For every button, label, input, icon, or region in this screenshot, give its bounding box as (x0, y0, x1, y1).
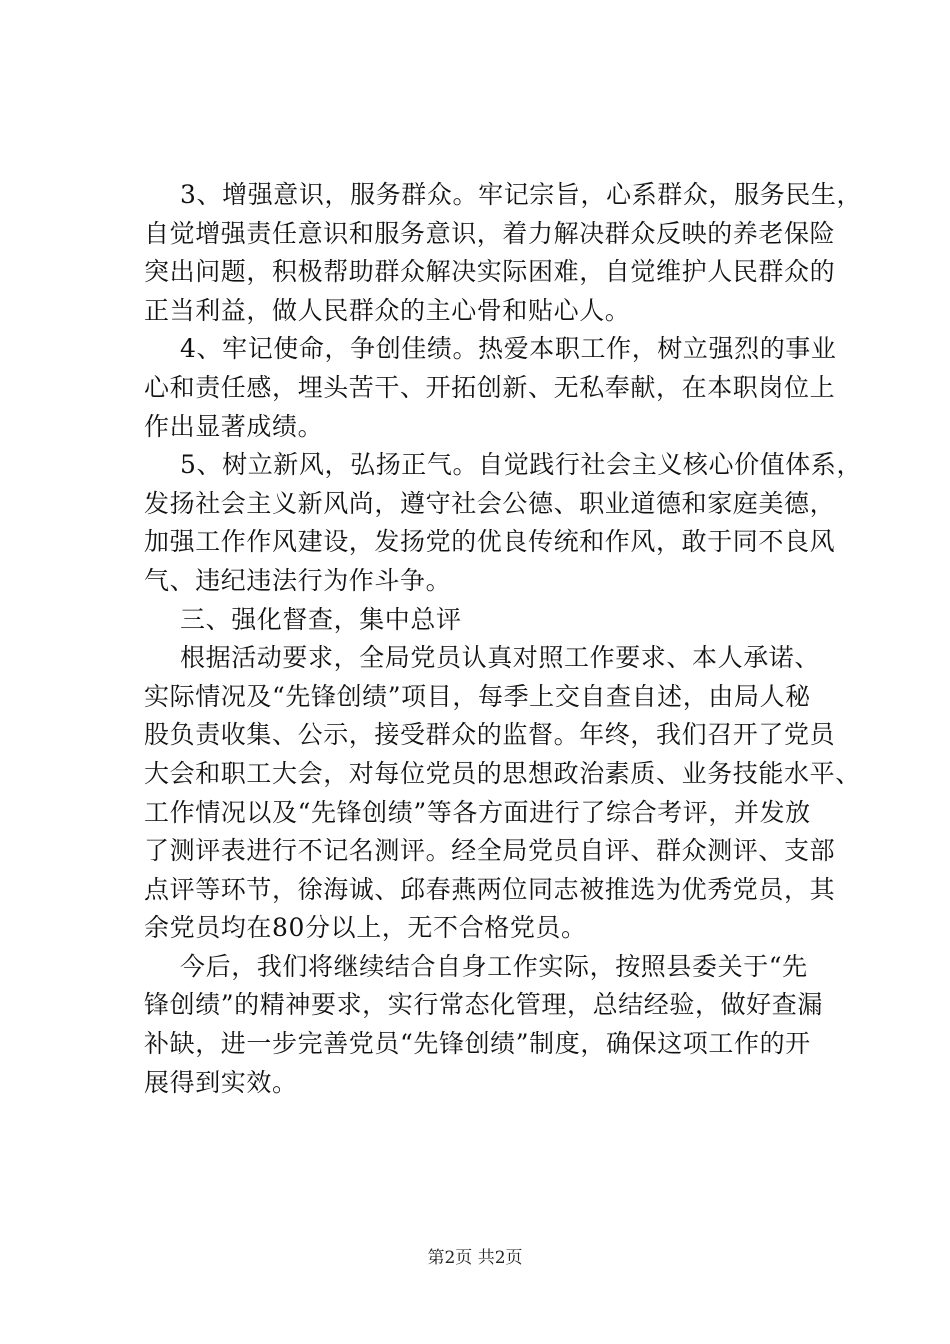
paragraph-line: 补缺，进一步完善党员“先锋创绩”制度，确保这项工作的开 (144, 1029, 811, 1059)
paragraph-line: 余党员均在80分以上，无不合格党员。 (144, 913, 587, 943)
paragraph-line: 工作情况以及“先锋创绩”等各方面进行了综合考评，并发放 (144, 797, 811, 827)
paragraph-line: 5、树立新风，弘扬正气。自觉践行社会主义核心价值体系， (180, 450, 863, 480)
section-heading: 三、强化督查，集中总评 (180, 604, 462, 634)
paragraph-line: 4、牢记使命，争创佳绩。热爱本职工作，树立强烈的事业 (180, 334, 837, 364)
paragraph-line: 展得到实效。 (144, 1067, 298, 1097)
paragraph-line: 股负责收集、公示，接受群众的监督。年终，我们召开了党员 (144, 720, 836, 750)
paragraph-line: 大会和职工大会，对每位党员的思想政治素质、业务技能水平、 (144, 758, 861, 788)
paragraph-line: 加强工作作风建设，发扬党的优良传统和作风，敢于同不良风 (144, 527, 836, 557)
paragraph-line: 正当利益，做人民群众的主心骨和贴心人。 (144, 295, 631, 325)
paragraph-line: 自觉增强责任意识和服务意识，着力解决群众反映的养老保险 (144, 218, 836, 248)
paragraph-line: 3、增强意识，服务群众。牢记宗旨，心系群众，服务民生， (180, 180, 863, 209)
paragraph-line: 根据活动要求，全局党员认真对照工作要求、本人承诺、 (180, 643, 821, 673)
paragraph-line: 今后，我们将继续结合自身工作实际，按照县委关于“先 (180, 951, 808, 981)
paragraph-line: 实际情况及“先锋创绩”项目，每季上交自查自述，由局人秘 (144, 681, 811, 711)
paragraph-line: 作出显著成绩。 (144, 411, 324, 441)
paragraph-line: 锋创绩”的精神要求，实行常态化管理，总结经验，做好查漏 (144, 990, 823, 1020)
paragraph-line: 突出问题，积极帮助群众解决实际困难，自觉维护人民群众的 (144, 257, 836, 287)
paragraph-line: 心和责任感，埋头苦干、开拓创新、无私奉献，在本职岗位上 (144, 372, 836, 402)
document-body (144, 176, 863, 1102)
paragraph-line: 了测评表进行不记名测评。经全局党员自评、群众测评、支部 (144, 836, 836, 866)
page-footer: 第2页 共2页 (427, 1248, 523, 1268)
paragraph-line: 点评等环节，徐海诚、邱春燕两位同志被推选为优秀党员，其 (144, 874, 836, 904)
paragraph-line: 气、违纪违法行为作斗争。 (144, 565, 452, 595)
paragraph-line: 发扬社会主义新风尚，遵守社会公德、职业道德和家庭美德， (144, 488, 836, 518)
